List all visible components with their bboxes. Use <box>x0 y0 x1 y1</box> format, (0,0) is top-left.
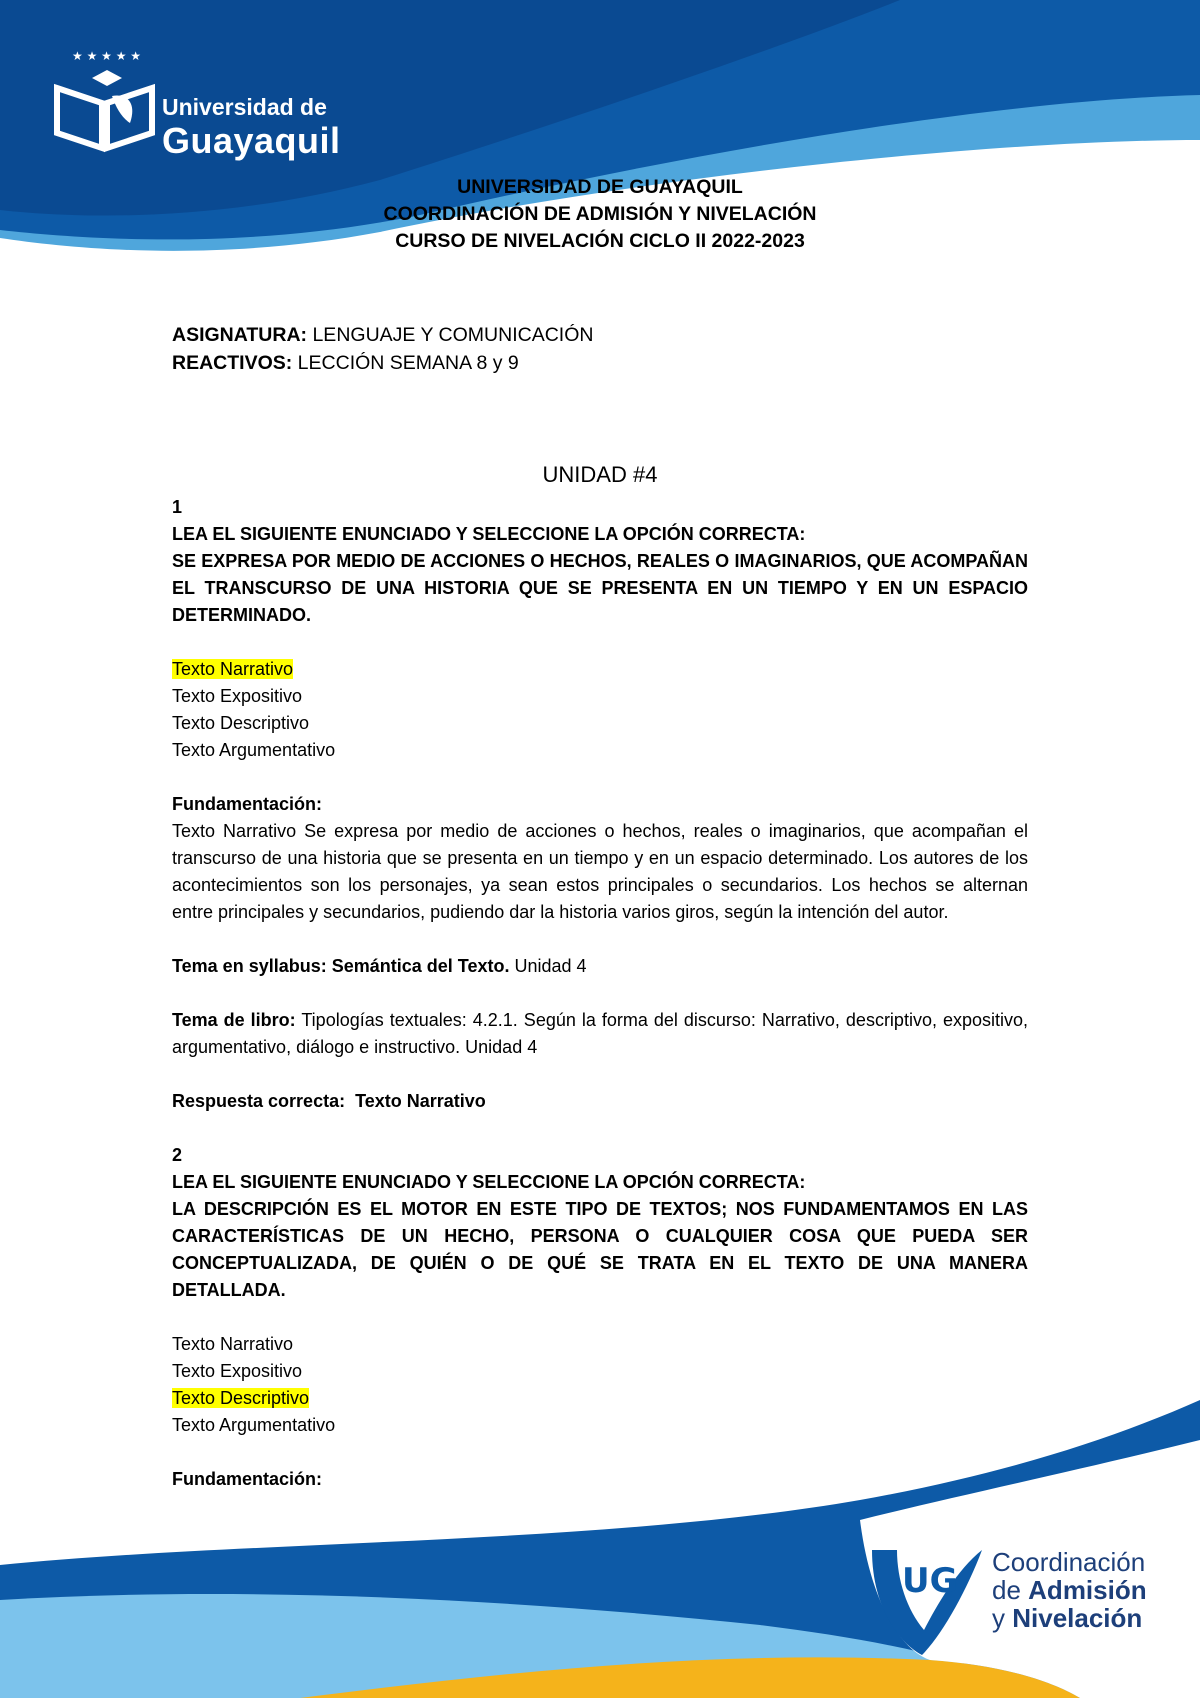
coordination-line2-bold: Admisión <box>1028 1575 1147 1605</box>
coordination-line1: Coordinación <box>992 1547 1146 1577</box>
option-highlighted: Texto Descriptivo <box>172 1388 310 1408</box>
subject-meta <box>172 321 593 377</box>
syllabus-line <box>172 953 1028 980</box>
syllabus-label: Tema en syllabus: <box>172 956 327 976</box>
coordination-logo <box>862 1530 1182 1670</box>
book-text: Tipologías textuales: 4.2.1. Según la forma del discurso: Narrativo, descriptivo, expositivo, argumentativo, diálogo e instructivo. Unidad 4 <box>172 1010 1028 1057</box>
coordination-line3-prefix: y <box>992 1603 1013 1633</box>
header-line-3: CURSO DE NIVELACIÓN CICLO II 2022-2023 <box>395 230 805 252</box>
question-instruction: LEA EL SIGUIENTE ENUNCIADO Y SELECCIONE LA OPCIÓN CORRECTA: <box>172 1172 806 1192</box>
option-item: Texto Expositivo <box>172 686 303 706</box>
svg-text:★ ★ ★ ★ ★: ★ ★ ★ ★ ★ <box>72 49 142 63</box>
question-number: 1 <box>172 497 183 517</box>
fundamentacion-label: Fundamentación: <box>172 794 323 814</box>
university-name-line2: Guayaquil <box>162 120 341 161</box>
book-line <box>172 1007 1028 1061</box>
header-line-1: UNIVERSIDAD DE GUAYAQUIL <box>457 176 743 198</box>
university-logo <box>52 48 352 168</box>
header-line-2: COORDINACIÓN DE ADMISIÓN Y NIVELACIÓN <box>383 203 817 225</box>
unit-title: UNIDAD #4 <box>542 462 658 487</box>
option-item <box>172 656 1028 683</box>
document-header <box>0 174 1200 255</box>
book-label: Tema de libro: <box>172 1010 296 1030</box>
reactivos-line <box>172 349 593 377</box>
answer-line <box>172 1088 1028 1115</box>
coordination-line2-prefix: de <box>992 1575 1029 1605</box>
question-statement: LA DESCRIPCIÓN ES EL MOTOR EN ESTE TIPO DE TEXTOS; NOS FUNDAMENTAMOS EN LAS CARACTERÍSTICAS DE UN HECHO, PERSONA O CUALQUIER COSA QUE PUEDA SER CONCEPTUALIZADA, DE QUIÉN O DE QUÉ SE TRATA EN EL TEXTO DE UNA MANERA DETALLADA. <box>172 1199 1028 1300</box>
svg-text:UG: UG <box>902 1561 958 1601</box>
ug-check-emblem-icon <box>862 1530 987 1660</box>
option-item: Texto Argumentativo <box>172 740 336 760</box>
fundamentacion-text: Texto Narrativo Se expresa por medio de acciones o hechos, reales o imaginarios, que acompañan el transcurso de una historia que se presenta en un tiempo y en un espacio determinado. Los autores de los acontecimientos son los personajes, ya sean estos principales o secundarios. Los hechos se alternan entre principales y secundarios, pudiendo dar la historia varios giros, según la intención del autor. <box>172 821 1028 922</box>
option-item: Texto Expositivo <box>172 1361 303 1381</box>
coordination-line3 <box>992 1604 1142 1632</box>
option-item: Texto Descriptivo <box>172 713 310 733</box>
questions-content <box>172 494 1028 1493</box>
subject-label: ASIGNATURA: <box>172 324 308 346</box>
syllabus-topic: Semántica del Texto. <box>326 956 510 976</box>
subject-line <box>172 321 593 349</box>
coordination-line2 <box>992 1576 1147 1604</box>
reactivos-value: LECCIÓN SEMANA 8 y 9 <box>292 352 519 374</box>
coordination-line3-bold: Nivelación <box>1012 1603 1143 1633</box>
book-emblem-icon <box>52 48 162 158</box>
option-item: Texto Argumentativo <box>172 1415 336 1435</box>
fundamentacion-label: Fundamentación: <box>172 1469 323 1489</box>
answer-label: Respuesta correcta: <box>172 1091 346 1111</box>
reactivos-label: REACTIVOS: <box>172 352 293 374</box>
question-instruction: LEA EL SIGUIENTE ENUNCIADO Y SELECCIONE LA OPCIÓN CORRECTA: <box>172 524 806 544</box>
syllabus-unit: Unidad 4 <box>509 956 587 976</box>
subject-value: LENGUAJE Y COMUNICACIÓN <box>307 324 594 346</box>
option-item: Texto Narrativo <box>172 1334 294 1354</box>
option-highlighted: Texto Narrativo <box>172 659 294 679</box>
question-statement: SE EXPRESA POR MEDIO DE ACCIONES O HECHOS, REALES O IMAGINARIOS, QUE ACOMPAÑAN EL TRANSCURSO DE UNA HISTORIA QUE SE PRESENTA EN UN TIEMPO Y EN UN ESPACIO DETERMINADO. <box>172 551 1028 625</box>
university-name-line1: Universidad de <box>162 94 327 120</box>
question-number: 2 <box>172 1145 183 1165</box>
answer-value: Texto Narrativo <box>345 1091 486 1111</box>
option-item <box>172 1385 1028 1412</box>
